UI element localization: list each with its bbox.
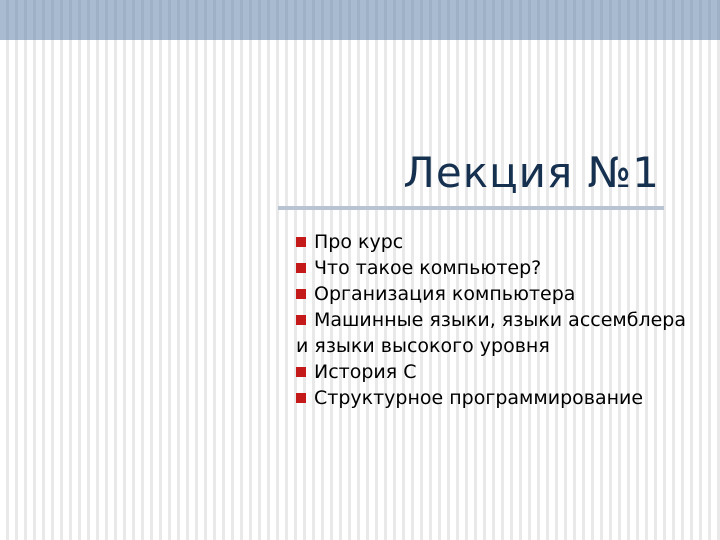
bullet-text: История С	[314, 361, 417, 383]
list-item	[296, 385, 696, 411]
square-bullet-icon	[296, 315, 306, 325]
list-item	[296, 307, 696, 359]
bullet-text: Про курс	[314, 231, 404, 253]
bullet-text: Что такое компьютер?	[314, 257, 542, 279]
list-item	[296, 281, 696, 307]
square-bullet-icon	[296, 237, 306, 247]
list-item	[296, 255, 696, 281]
bullet-text: Машинные языки, языки ассемблера и языки высокого уровня	[296, 309, 686, 357]
square-bullet-icon	[296, 367, 306, 377]
bullet-text: Организация компьютера	[314, 283, 576, 305]
bullet-list	[296, 229, 696, 411]
list-item	[296, 359, 696, 385]
square-bullet-icon	[296, 289, 306, 299]
top-band	[0, 0, 720, 40]
square-bullet-icon	[296, 263, 306, 273]
list-item	[296, 229, 696, 255]
title-divider	[278, 206, 664, 210]
square-bullet-icon	[296, 393, 306, 403]
slide-title: Лекция №1	[403, 148, 660, 197]
bullet-text: Структурное программирование	[314, 387, 644, 409]
